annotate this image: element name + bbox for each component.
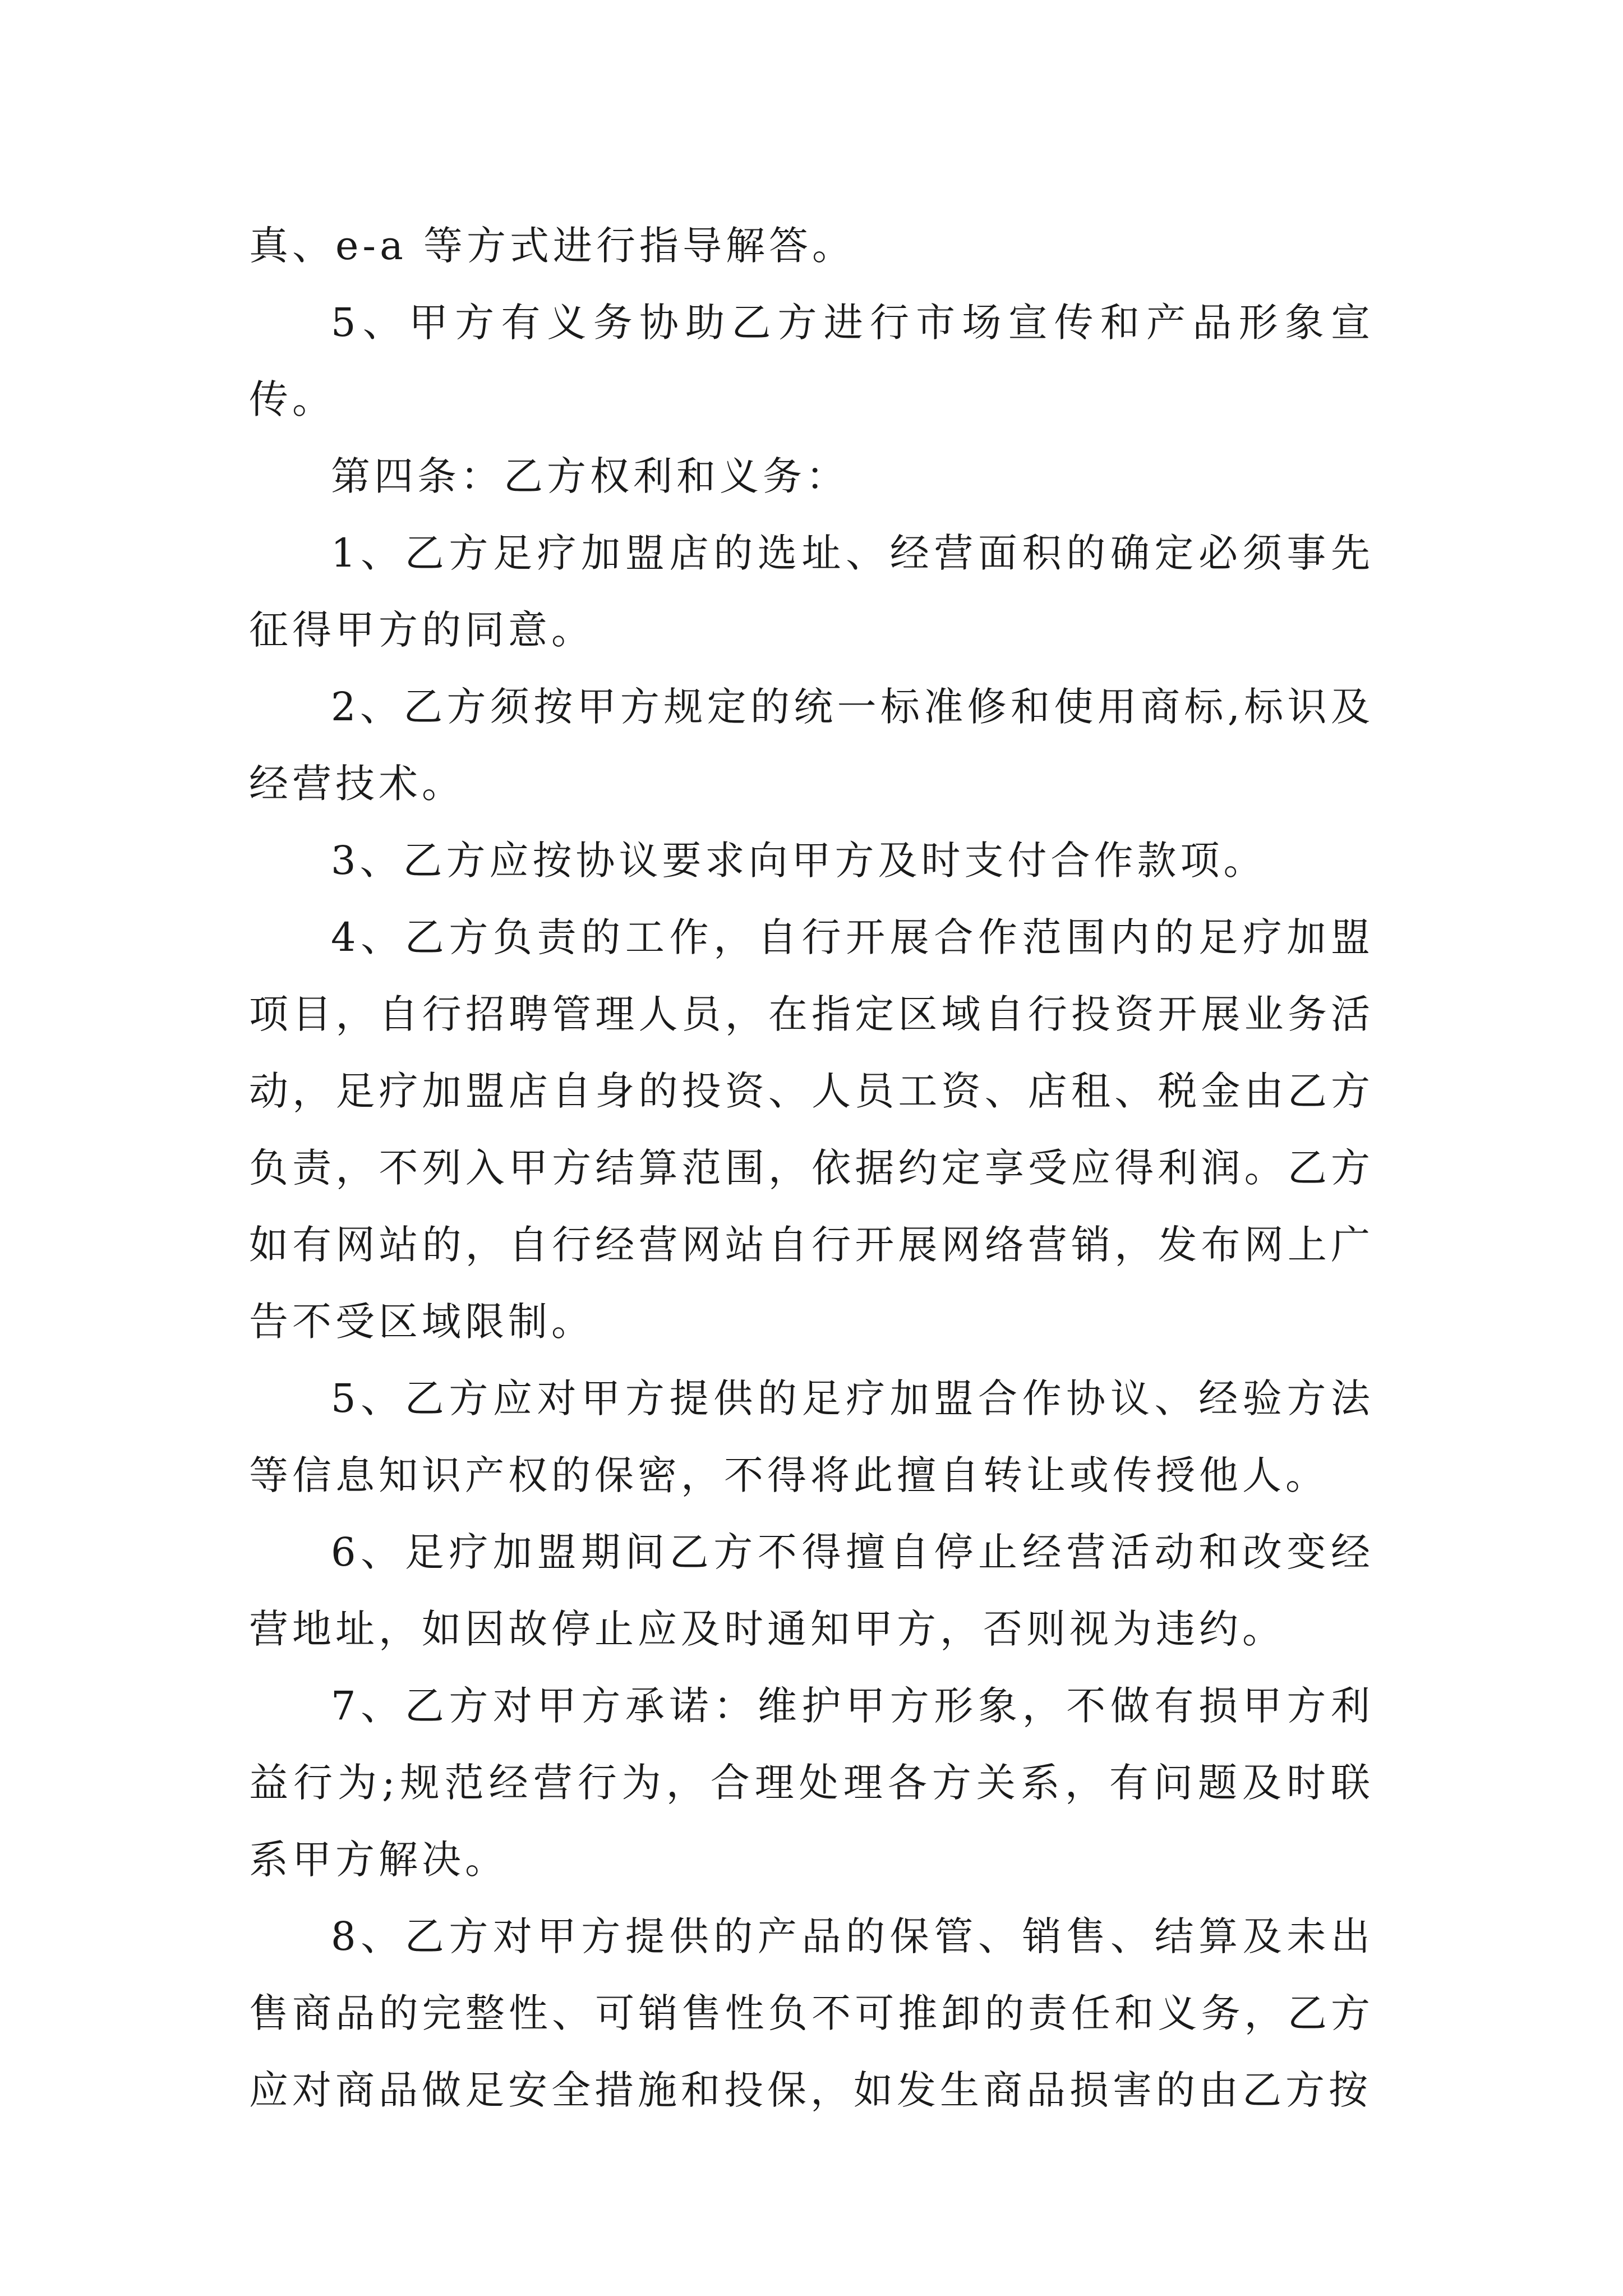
paragraph-2: 5、甲方有义务协助乙方进行市场宣传和产品形象宣传。: [249, 300, 1374, 422]
paragraph-11: 8、乙方对甲方提供的产品的保管、销售、结算及未出售商品的完整性、可销售性负不可推卸的责任和义务，乙方应对商品做足安全措施和投保，如发生商品损害的由乙方按: [249, 1913, 1374, 2113]
paragraph-8: 5、乙方应对甲方提供的足疗加盟合作协议、经验方法等信息知识产权的保密，不得将此擅自转让或传授他人。: [249, 1375, 1374, 1498]
paragraph-4: 1、乙方足疗加盟店的选址、经营面积的确定必须事先征得甲方的同意。: [249, 530, 1374, 653]
section-heading-article-4: 第四条：乙方权利和义务：: [331, 453, 849, 499]
paragraph-9: 6、足疗加盟期间乙方不得擅自停止经营活动和改变经营地址，如因故停止应及时通知甲方，否则视为违约。: [249, 1529, 1374, 1652]
paragraph-10: 7、乙方对甲方承诺：维护甲方形象，不做有损甲方利益行为;规范经营行为，合理处理各方关系，有问题及时联系甲方解决。: [249, 1683, 1374, 1883]
paragraph-7: 4、乙方负责的工作，自行开展合作范围内的足疗加盟项目，自行招聘管理人员，在指定区域自行投资开展业务活动，足疗加盟店自身的投资、人员工资、店租、税金由乙方负责，不列入甲方结算范围，依据约定享受应得利润。乙方如有网站的，自行经营网站自行开展网络营销，发布网上广告不受区域限制。: [249, 914, 1374, 1345]
paragraph-5: 2、乙方须按甲方规定的统一标准修和使用商标,标识及经营技术。: [249, 684, 1374, 807]
document-body: [249, 208, 1374, 2129]
paragraph-6: 3、乙方应按协议要求向甲方及时支付合作款项。: [331, 838, 1267, 884]
paragraph-1: 真、e-a 等方式进行指导解答。: [249, 223, 856, 269]
